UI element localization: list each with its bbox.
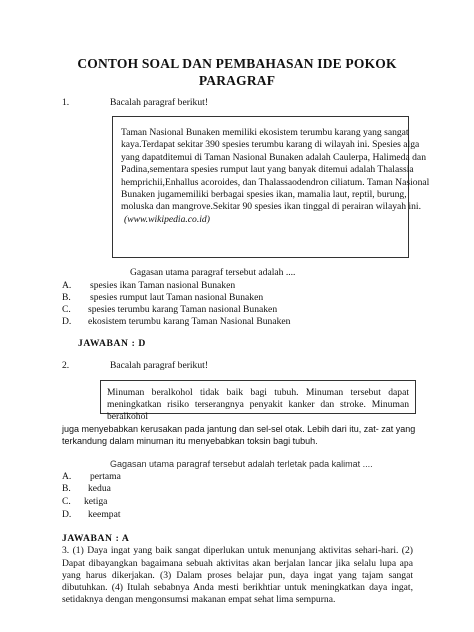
q1-answer: JAWABAN : D (78, 338, 146, 349)
q1-passage-line: yang dapatditemui di Taman Nasional Bunaken adalah Caulerpa, Halimeda dan (121, 151, 426, 163)
q2-answer: JAWABAN : A (62, 533, 130, 544)
q2-option-text: kedua (88, 483, 111, 494)
q2-passage (107, 387, 409, 412)
q2-number: 2. (62, 360, 70, 371)
q1-passage-line: Padina,sementara spesies rumput laut yang banyak ditemui adalah Thalassia (121, 164, 414, 176)
q1-number: 1. (62, 97, 70, 108)
q3-line: yang harus dikerjakan. (3) Dalam proses belajar pun, daya ingat yang tajam sangat (62, 570, 413, 581)
q2-option-letter: D. (62, 509, 72, 520)
q2-option-letter: A. (62, 471, 72, 482)
q2-continuation-line: terkandung dalam minuman itu menyebabkan toksin bagi tubuh. (62, 436, 318, 446)
q2-passage-line: meningkatkan risiko terserangnya penyakit kanker dan stroke. Minuman (107, 399, 409, 411)
q1-instruction: Bacalah paragraf berikut! (110, 97, 209, 108)
q1-option-text: spesies ikan Taman nasional Bunaken (90, 280, 236, 291)
q1-option-letter: A. (62, 280, 72, 291)
q1-option-letter: D. (62, 316, 72, 327)
q2-continuation-line: juga menyebabkan kerusakan pada jantung dan sel-sel otak. Lebih dari itu, zat- zat yang (62, 424, 416, 434)
q1-passage (121, 127, 430, 226)
page-title-line-1: CONTOH SOAL DAN PEMBAHASAN IDE POKOK (77, 56, 397, 71)
q1-option-text: spesies terumbu karang Taman nasional Bunaken (88, 304, 278, 315)
q1-passage-line: Bunaken jugamemiliki berbagai spesies ikan, mamalia laut, reptil, burung, (121, 189, 407, 201)
q1-passage-line: moluska dan mangrove.Sekitar 90 spesies ikan tinggal di perairan wilayah ini. (121, 201, 421, 213)
q1-option-letter: B. (62, 292, 71, 303)
q2-option-letter: C. (62, 496, 71, 507)
q2-option-text: keempat (88, 509, 121, 520)
q1-option-letter: C. (62, 304, 71, 315)
q2-option-text: ketiga (84, 496, 108, 507)
q2-option-text: pertama (90, 471, 121, 482)
q2-question: Gagasan utama paragraf tersebut adalah terletak pada kalimat .... (110, 459, 373, 469)
q3-line: 3. (1) Daya ingat yang baik sangat diperlukan untuk menunjang aktivitas sehari-hari. (2) (62, 545, 413, 556)
q1-passage-line: hemprichii,Enhallus acoroides, dan Thalassaodendron ciliatum. Taman Nasional (121, 176, 430, 188)
q1-passage-line: Taman Nasional Bunaken memiliki ekosistem terumbu karang yang sangat (121, 127, 409, 138)
q1-option-text: ekosistem terumbu karang Taman Nasional Bunaken (88, 316, 291, 327)
q3-line: dibutuhkan. (4) Itulah sebabnya Anda mesti berikhtiar untuk meningkatkan daya ingat, (62, 582, 413, 593)
q3-line: Dapat dibayangkan bagaimana sebuah aktivitas akan berjalan lancar jika selalu lupa apa (62, 558, 413, 569)
q1-option-text: spesies rumput laut Taman nasional Bunaken (90, 292, 264, 303)
q1-source: (www.wikipedia.co.id) (124, 213, 210, 225)
q2-passage-line: beralkohol (107, 411, 149, 422)
q1-question: Gagasan utama paragraf tersebut adalah .... (130, 267, 296, 278)
q2-instruction: Bacalah paragraf berikut! (110, 360, 209, 371)
q1-passage-line: kaya.Terdapat sekitar 390 spesies terumbu karang di wilayah ini. Spesies alga (121, 139, 420, 151)
page-title-line-2: PARAGRAF (198, 73, 276, 88)
q3-line: setidaknya dengan mengonsumsi makanan empat sehat lima sempurna. (62, 594, 336, 605)
q2-option-letter: B. (62, 483, 71, 494)
q2-passage-line: Minuman beralkohol tidak baik bagi tubuh. Minuman tersebut dapat (107, 387, 409, 398)
